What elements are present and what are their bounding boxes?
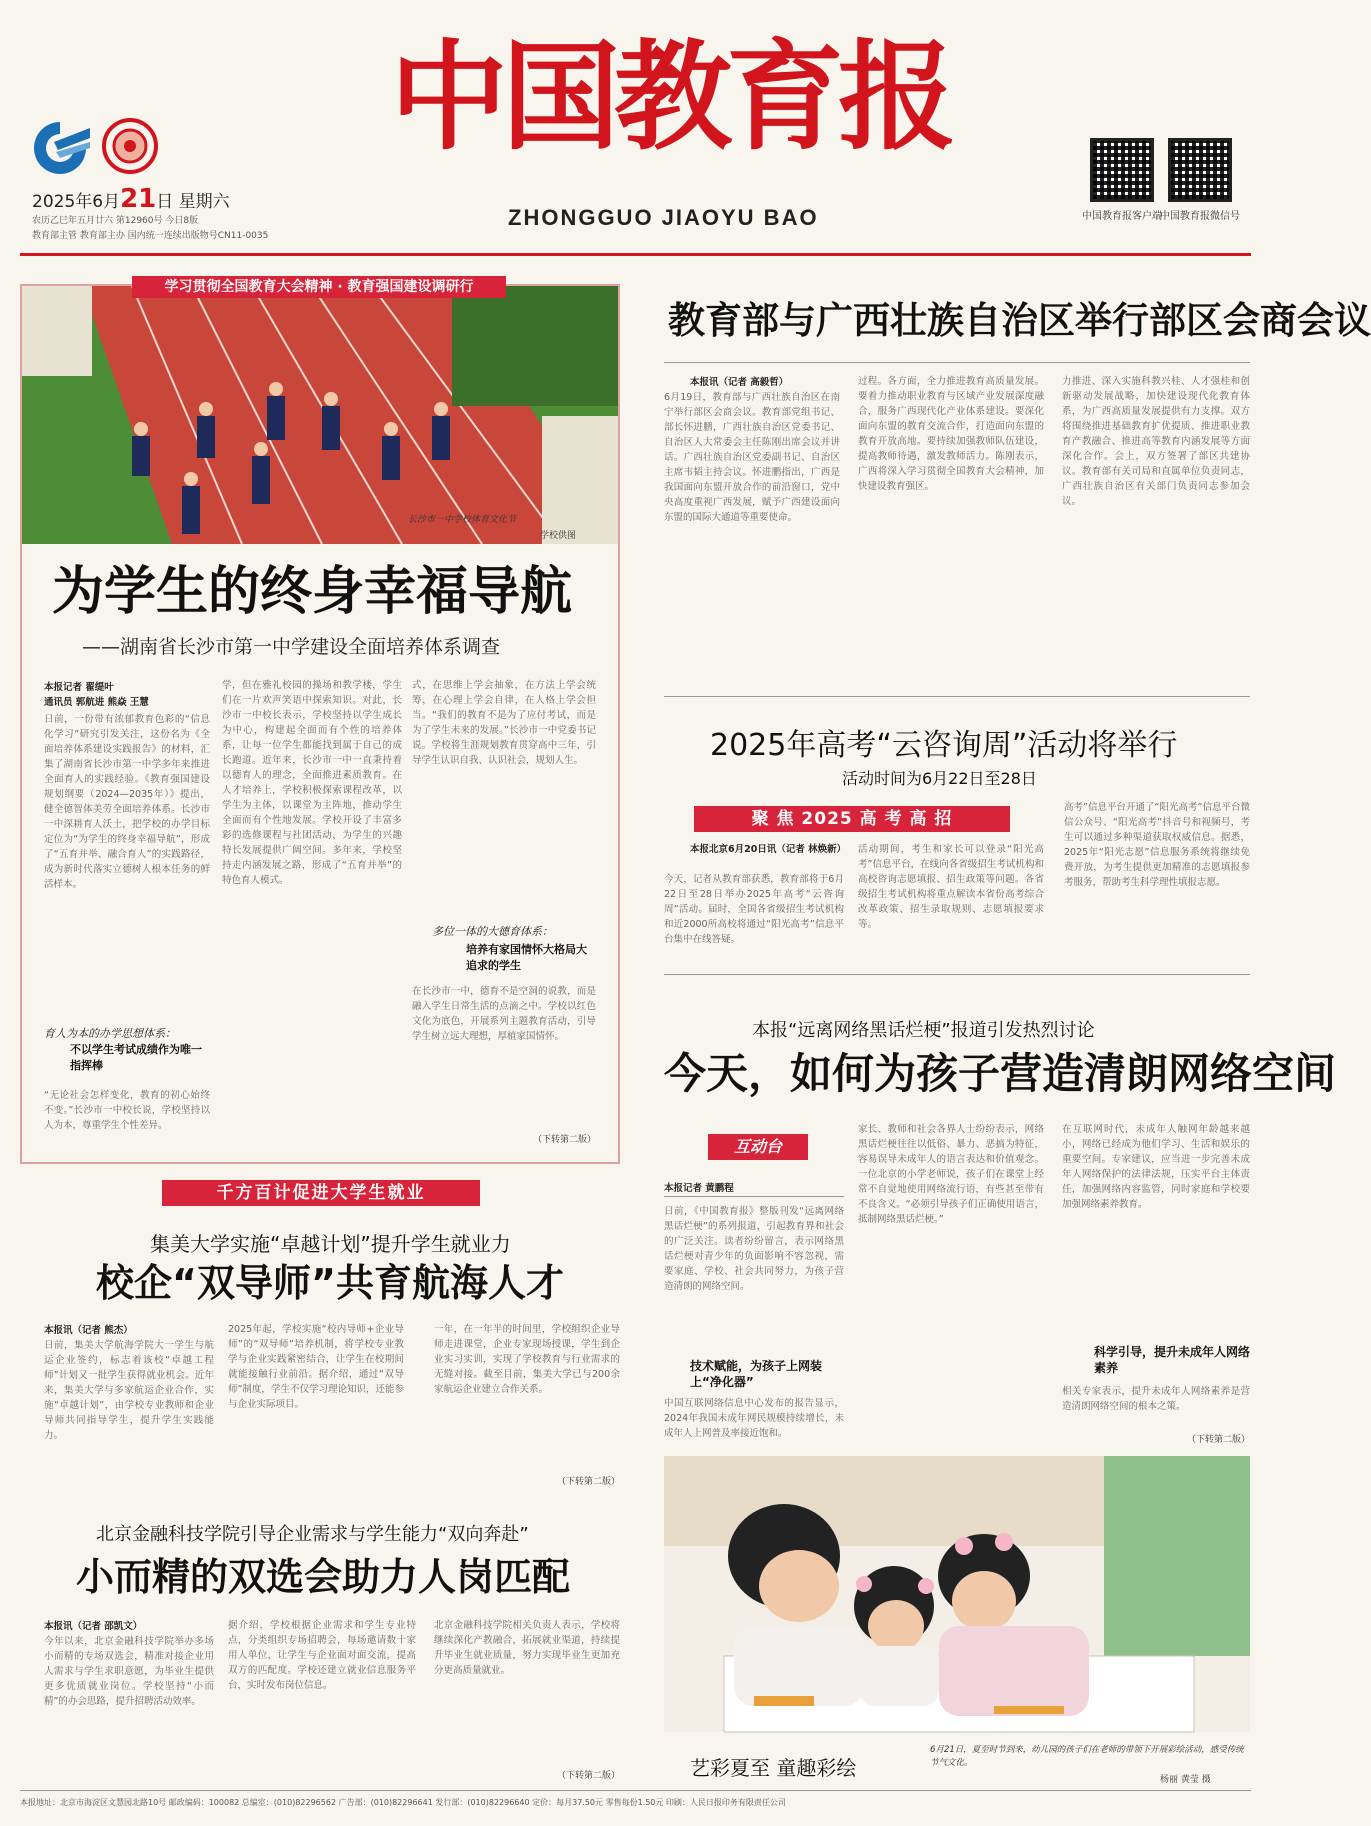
- employment-banner: 千方百计促进大学生就业: [162, 1180, 480, 1206]
- newspaper-logo-red: [102, 118, 158, 174]
- article3-col-3: 高考”信息平台开通了“阳光高考”信息平台微信公众号、“阳光高考”抖音号和视频号，考生可以通过多种渠道获取权威信息。据悉，2025年“阳光志愿”信息服务系统将继续免费开放，为考生提供更加精准的志愿填报参考服务，帮助考生科学理性填报志愿。: [1064, 802, 1250, 888]
- article6-headline: 小而精的双选会助力人岗匹配: [76, 1555, 571, 1599]
- article2-col-2: 过程。各方面，全力推进教育高质量发展。要着力推动职业教育与区域产业发展深度融合，服务广西现代化产业体系建设。要深化面向东盟的教育交流合作，打造面向东盟的教育开放高地。要持续加强教师队伍建设，提高教师待遇，激发教师活力。陈刚表示，广西将深入学习贯彻全国教育大会精神，加快建设教育强区。: [858, 376, 1044, 492]
- feature-section-head-2: 多位一体的大德育体系：: [432, 925, 553, 938]
- employment-continued: （下转第二版）: [556, 1477, 620, 1487]
- employment-kicker: 集美大学实施“卓越计划”提升学生就业力: [150, 1232, 511, 1256]
- article6-col-3: 北京金融科技学院相关负责人表示，学校将继续深化产教融合，拓展就业渠道，持续提升毕业生就业质量，努力实现毕业生更加充分更高质量就业。: [434, 1620, 620, 1676]
- feature-byline-1: 本报记者 翟缇叶: [44, 682, 114, 693]
- article2-byline: 本报讯（记者 高毅哲）: [690, 377, 789, 388]
- article4-headline: 今天，如何为孩子营造清朗网络空间: [664, 1049, 1337, 1098]
- article6-col-1: 今年以来，北京金融科技学院举办多场小而精的专场双选会，精准对接企业用人需求与学生求职意愿，为毕业生提供更多优质就业岗位。学校坚持“小而精”的办会思路，提升招聘活动效率。: [44, 1636, 214, 1707]
- article2-col-3: 力推进、深入实施科教兴桂、人才强桂和创新驱动发展战略，加快建设现代化教育体系，为广西高质量发展提供有力支撑。双方将围绕推进基础教育扩优提质、推进职业教育产教融合、推进高等教育内涵发展等方面深化合作。会上，双方签署了部区共建协议。教育部有关司局和直属单位负责同志，广西壮族自治区有关部门负责同志参加会议。: [1062, 376, 1250, 507]
- employment-col-3: 一年，在一年半的时间里，学校组织企业导师走进课堂，企业专家现场授课，学生到企业实习实训，实现了学校教育与行业需求的无缝对接。截至目前，集美大学已与200余家航运企业建立合作关系。: [434, 1324, 620, 1395]
- article4-section-head-1: 技术赋能，为孩子上网装上“净化器”: [690, 1359, 823, 1389]
- article6-kicker: 北京金融科技学院引导企业需求与学生能力“双向奔赴”: [96, 1524, 529, 1545]
- feature-subhead: ——湖南省长沙市第一中学建设全面培养体系调查: [82, 636, 501, 658]
- qr-label-client: 中国教育报客户端: [1082, 211, 1162, 222]
- section-rule: [664, 696, 1250, 697]
- photo-caption: 长沙市一中学校体育文化节: [408, 515, 517, 525]
- article6-byline: 本报讯（记者 邵凯文）: [44, 1621, 143, 1632]
- feature-col-2: 学，但在雅礼校园的操场和教学楼，学生们在一片欢声笑语中探索知识。对此，长沙市一中校长表示，学校坚持以学生成长为中心，构建起全面而有个性的培养体系，让每一位学生都能找到属于自己的成长跑道。近年来，长沙市一中一直秉持着以德育人的理念，全面推进素质教育。在人才培养上，学校积极探索课程改革，以学生为主体，以课堂为主阵地，推动学生全面而有个性地发展。学校开设了丰富多彩的选修课程与社团活动，为学生的兴趣特长发展提供广阔空间。多年来，学校坚持走内涵发展之路，形成了“五育并举”的特色育人模式。: [222, 680, 402, 886]
- painting-photo: [664, 1456, 1250, 1732]
- article4-continued: （下转第二版）: [1186, 1435, 1250, 1445]
- employment-col-1: 日前，集美大学航海学院大一学生与航运企业签约，标志着该校“卓越工程师”计划又一批学生获得就业机会。近年来，集美大学与多家航运企业合作，实施“卓越计划”，由学校专业教师和企业导师共同指导学生，提升学生实践能力。: [44, 1340, 214, 1441]
- qr-label-wechat: 中国教育报微信号: [1160, 211, 1240, 222]
- article2-rule: [664, 362, 1250, 363]
- date-suffix: 日 星期六: [156, 192, 230, 212]
- photo-bottom-credit: 杨丽 黄莹 摄: [1160, 1775, 1211, 1785]
- article4-col-2: 家长、教师和社会各界人士纷纷表示，网络黑话烂梗往往以低俗、暴力、恶搞为特征，容易误导未成年人的语言表达和价值观念。一位北京的小学老师说，孩子们在课堂上经常不自觉地使用网络流行语，有些甚至带有不良含义。“必须引导孩子们正确使用语言，抵制网络黑话烂梗。”: [858, 1124, 1044, 1225]
- article3-col-1: 今天，记者从教育部获悉，教育部将于6月22日至28日举办2025年高考“云咨询周”活动。届时，全国各省级招生考试机构和近2000所高校将通过“阳光高考”信息平台集中在线答疑。: [664, 874, 844, 945]
- feature-section-head-1: 育人为本的办学思想体系：: [44, 1027, 176, 1040]
- article4-col-1: 日前，《中国教育报》整版刊发“远离网络黑话烂梗”的系列报道，引起教育界和社会的广泛关注。读者纷纷留言，表示网络黑话烂梗对青少年的负面影响不容忽视，需要家庭、学校、社会共同努力，为孩子营造清朗的网络空间。: [664, 1206, 844, 1292]
- date-day: 21: [120, 184, 157, 214]
- feature-byline-2: 通讯员 郭航进 熊焱 王慧: [44, 697, 149, 708]
- feature-col-3b: 在长沙市一中，德育不是空洞的说教，而是融入学生日常生活的点滴之中。学校以红色文化为底色，开展系列主题教育活动，引导学生树立远大理想，厚植家国情怀。: [412, 986, 596, 1042]
- masthead-pinyin: ZHONGGUO JIAOYU BAO: [508, 205, 819, 230]
- masthead-rule: [20, 253, 1251, 256]
- photo-caption-title: 艺彩夏至 童趣彩绘: [690, 1756, 857, 1780]
- article4-section-head-2: 科学引导，提升未成年人网络素养: [1094, 1345, 1251, 1375]
- qr-code-icon[interactable]: [1090, 138, 1154, 202]
- issue-meta-2: 教育部主管 教育部主办 国内统一连续出版物号CN11-0035: [32, 231, 269, 241]
- byline-rule: [664, 1196, 844, 1197]
- article3-col-2: 活动期间，考生和家长可以登录“阳光高考”信息平台，在线向各省级招生考试机构和高校咨询志愿填报、招生政策等问题。各省级招生考试机构将重点解读本省份高考综合改革政策、招生录取规则、志愿填报要求等。: [858, 844, 1044, 930]
- feature-col-1: 日前，一份带有浓郁教育色彩的“信息化学习”研究引发关注，这份名为《全面培养体系建设实践报告》的材料，汇集了湖南省长沙市第一中学多年来推进全面育人的实践经验。《教育强国建设规划纲要（2024—2035年）》提出，健全德智体美劳全面培养体系。长沙市一中深耕育人沃土，把学校的办学目标定位为“为学生的终身幸福导航”，形成了“五育并举、融合育人”的实践路径，成为新时代落实立德树人根本任务的鲜活样本。: [44, 714, 210, 890]
- section-rule: [664, 974, 1250, 975]
- feature-banner: 学习贯彻全国教育大会精神 · 教育强国建设调研行: [132, 276, 506, 298]
- date-prefix: 2025年6月: [32, 192, 121, 212]
- article4-col-3b: 相关专家表示，提升未成年人网络素养是营造清朗网络空间的根本之策。: [1062, 1386, 1250, 1412]
- newspaper-logo-blue: [30, 118, 92, 174]
- article2-col-1: 6月19日，教育部与广西壮族自治区在南宁举行部区会商会议。教育部党组书记、部长怀进鹏，广西壮族自治区党委书记、自治区人大常委会主任陈刚出席会议并讲话。广西壮族自治区党委副书记、自治区主席韦韬主持会议。怀进鹏指出，广西是我国面向东盟开放合作的前沿窗口，党中央高度重视广西发展，赋予广西建设面向东盟的国际大通道等重要使命。: [664, 392, 840, 523]
- article3-subtitle: 活动时间为6月22日至28日: [842, 769, 1037, 788]
- issue-meta-1: 农历乙巳年五月廿六 第12960号 今日8版: [32, 216, 199, 226]
- article3-headline: 2025年高考“云咨询周”活动将举行: [710, 728, 1178, 763]
- employment-headline: 校企“双导师”共育航海人才: [96, 1261, 564, 1305]
- feature-headline: 为学生的终身幸福导航: [52, 562, 573, 622]
- article6-continued: （下转第二版）: [556, 1771, 620, 1781]
- photo-caption-text: 6月21日，夏至时节到来，幼儿园的孩子们在老师的带领下开展彩绘活动，感受传统节气文化。: [930, 1745, 1244, 1768]
- interaction-tag: 互动台: [708, 1134, 808, 1160]
- article4-col-1b: 中国互联网络信息中心发布的报告显示，2024年我国未成年网民规模持续增长，未成年人上网普及率接近饱和。: [664, 1398, 844, 1439]
- feature-section-sub-2: 培养有家国情怀大格局大追求的学生: [466, 943, 587, 972]
- employment-byline: 本报讯（记者 熊杰）: [44, 1325, 133, 1336]
- masthead-title: 中国教育报: [390, 27, 951, 166]
- photo-credit: 学校供图: [540, 531, 577, 541]
- article4-kicker: 本报“远离网络黑话烂梗”报道引发热烈讨论: [752, 1020, 1095, 1041]
- qr-code-icon[interactable]: [1168, 138, 1232, 202]
- feature-section-sub-1: 不以学生考试成绩作为唯一指挥棒: [70, 1043, 202, 1072]
- article4-col-3: 在互联网时代，未成年人触网年龄越来越小，网络已经成为他们学习、生活和娱乐的重要空间。专家建议，应当进一步完善未成年人网络保护的法律法规，压实平台主体责任，加强网络内容监管，同时家庭和学校要加强网络素养教育。: [1062, 1124, 1250, 1210]
- feature-continued: （下转第二版）: [532, 1135, 596, 1145]
- page-footer: 本报地址：北京市海淀区文慧园北路10号 邮政编码：100082 总编室：(010)82296562 广告部：(010)82296641 发行部：(010)82296640 定价：每月37.50元 零售每份1.50元 印刷：人民日报印务有限责任公司: [20, 1790, 1251, 1808]
- feature-photo: [22, 286, 618, 544]
- gaokao-banner: 聚 焦 2025 高 考 高 招: [694, 806, 1010, 832]
- article6-col-2: 据介绍，学校根据企业需求和学生专业特点，分类组织专场招聘会，每场邀请数十家用人单位，让学生与企业面对面交流，提高双方的匹配度。学校还建立就业信息服务平台，实时发布岗位信息。: [228, 1620, 416, 1691]
- feature-col-1b: “无论社会怎样变化，教育的初心始终不变。”长沙市一中校长说，学校坚持以人为本，尊重学生个性差异。: [44, 1090, 210, 1131]
- issue-date: [32, 184, 230, 214]
- article4-byline: 本报记者 黄鹏程: [664, 1183, 734, 1194]
- employment-col-2: 2025年起，学校实施“校内导师+企业导师”的“双导师”培养机制，将学校专业教学与企业实践紧密结合，让学生在校期间就能接触行业前沿。据介绍，通过“双导师”制度，学生不仅学习理论知识，还能参与企业实际项目。: [228, 1324, 404, 1410]
- feature-col-3: 式，在思维上学会抽象，在方法上学会统筹，在心理上学会自律，在人格上学会担当。“我们的教育不是为了应付考试，而是为了学生未来的发展。”长沙市一中党委书记说。学校将生涯规划教育贯穿高中三年，引导学生认识自我、认识社会，规划人生。: [412, 680, 596, 766]
- article3-byline: 本报北京6月20日讯（记者 林焕新）: [690, 844, 847, 855]
- article2-headline: 教育部与广西壮族自治区举行部区会商会议: [668, 299, 1371, 342]
